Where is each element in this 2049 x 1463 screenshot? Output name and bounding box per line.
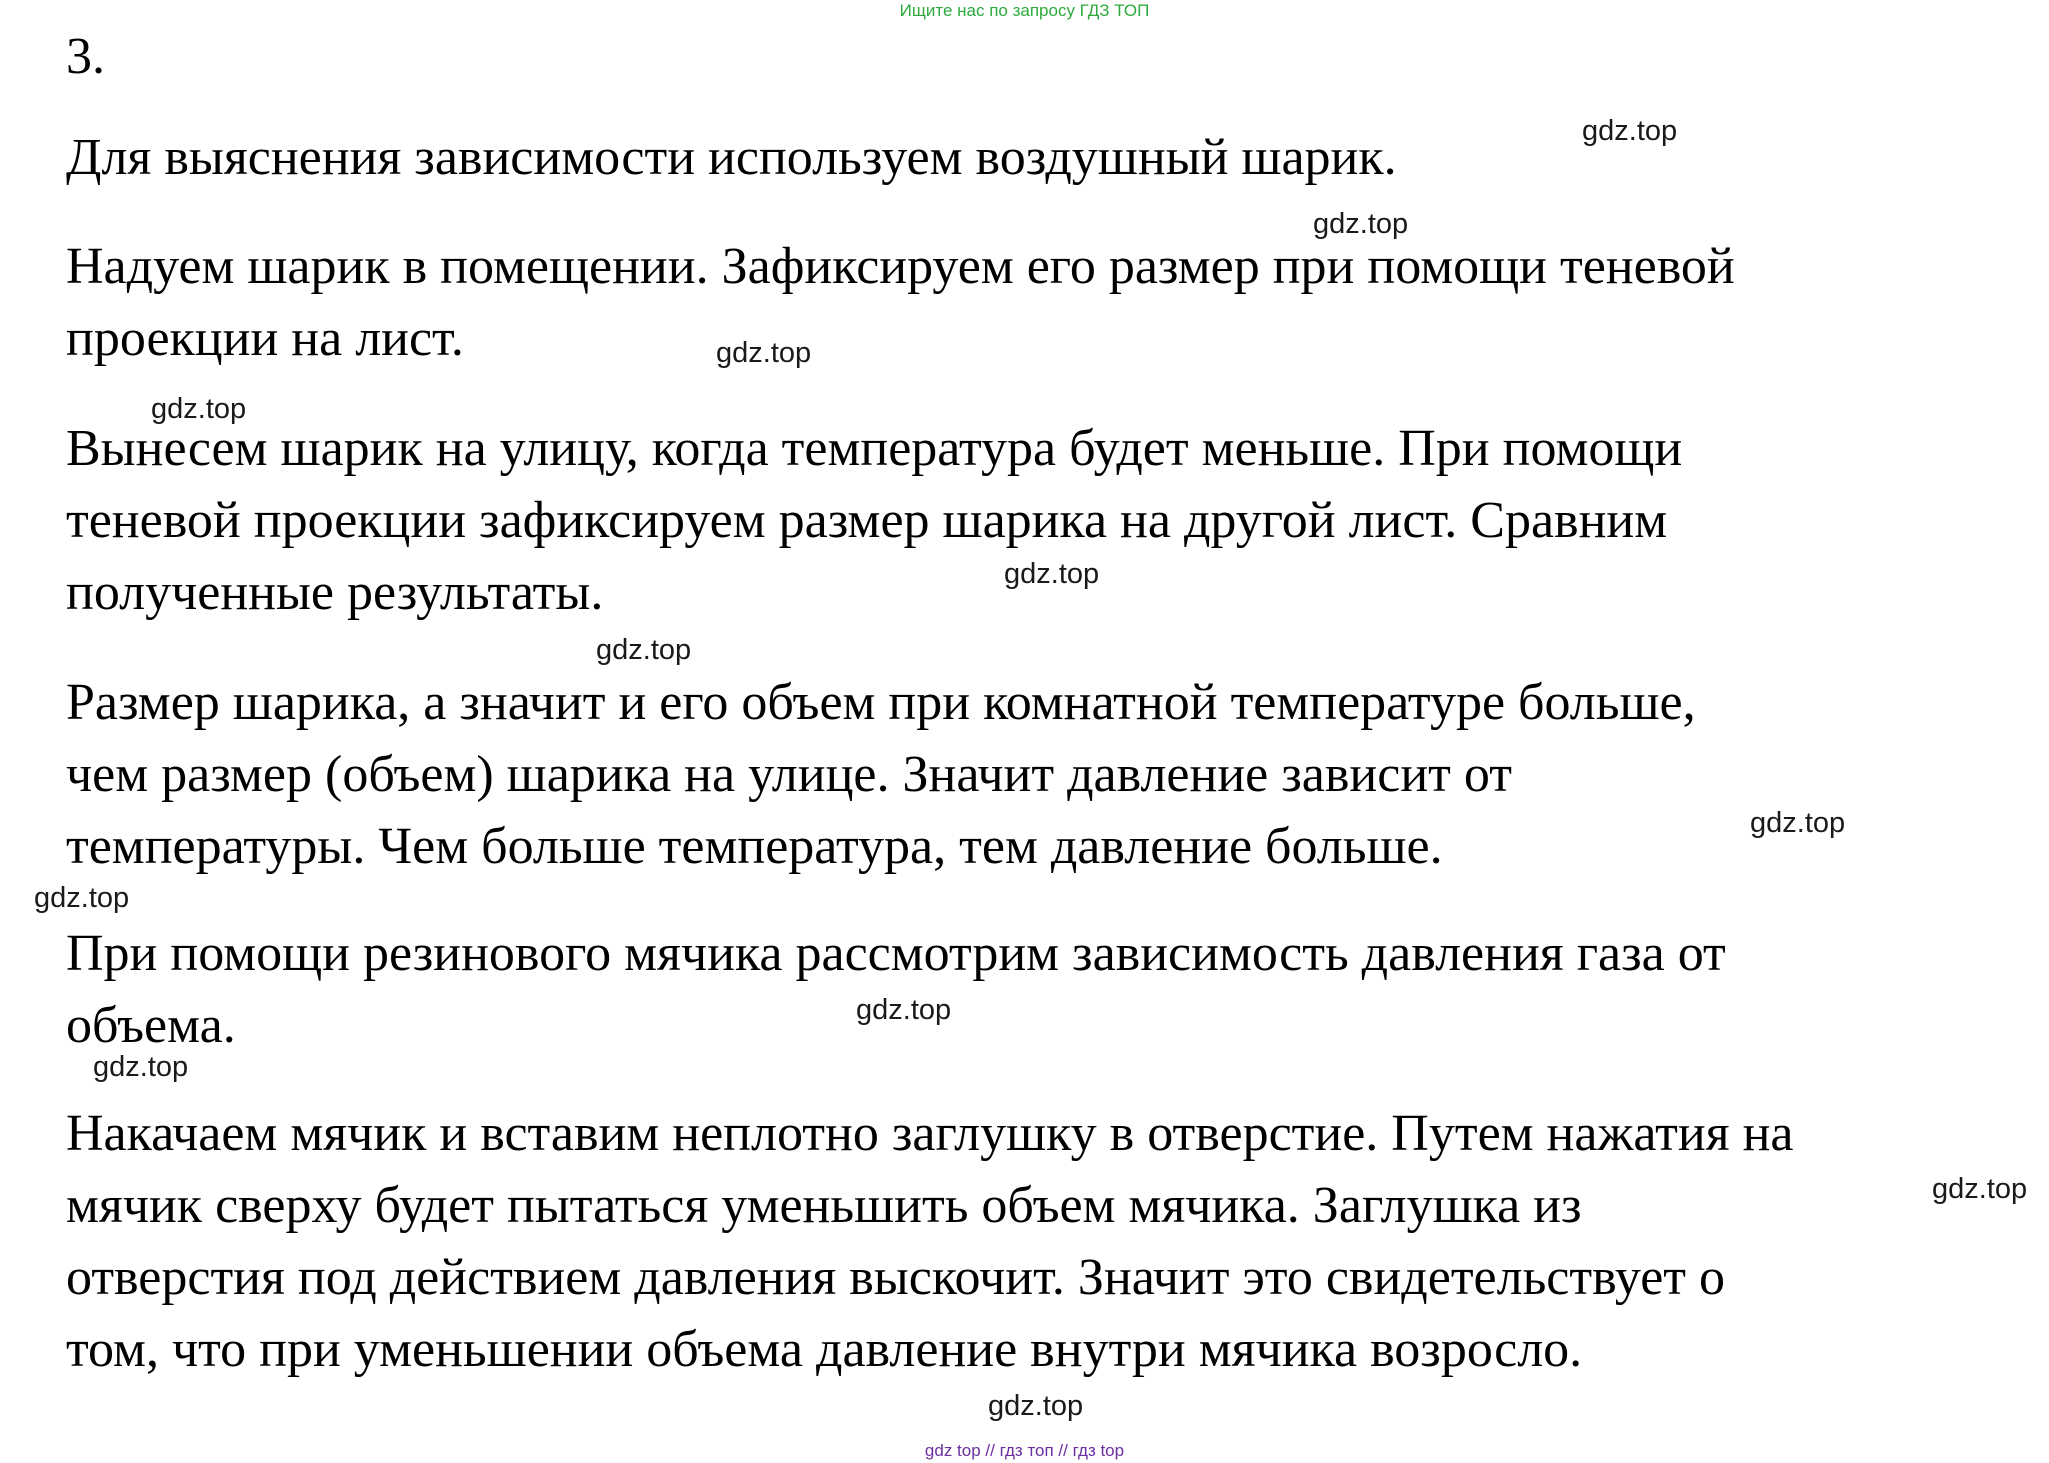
paragraph-2 [66,231,1735,375]
watermark: gdz.top [716,337,812,369]
watermark: gdz.top [1313,208,1409,240]
paragraph-5 [66,918,1726,1062]
paragraph-line: объема. [66,997,236,1054]
paragraph-4 [66,667,1696,883]
watermark: gdz.top [34,882,130,914]
watermark: gdz.top [988,1390,1084,1422]
paragraph-line: Для выяснения зависимости используем воздушный шарик. [66,129,1397,186]
paragraph-line: Размер шарика, а значит и его объем при комнатной температуре больше, [66,674,1696,731]
paragraph-line: полученные результаты. [66,564,604,621]
paragraph-line: температуры. Чем больше температура, тем давление больше. [66,818,1443,875]
watermark: gdz.top [151,393,247,425]
paragraph-1 [66,122,1397,194]
paragraph-line: Вынесем шарик на улицу, когда температура будет меньше. При помощи [66,420,1683,477]
watermark: gdz.top [856,994,952,1026]
paragraph-3 [66,413,1682,629]
paragraph-line: Надуем шарик в помещении. Зафиксируем его размер при помощи теневой [66,238,1735,295]
watermark: gdz.top [596,634,692,666]
paragraph-6 [66,1098,1794,1386]
paragraph-line: отверстия под действием давления выскочит. Значит это свидетельствует о [66,1249,1725,1306]
watermark: gdz.top [1750,807,1846,839]
watermark: gdz.top [1582,115,1678,147]
footer-links[interactable]: gdz top // гдз топ // гдз top [924,1441,1125,1460]
paragraph-line: проекции на лист. [66,310,464,367]
paragraph-line: теневой проекции зафиксируем размер шарика на другой лист. Сравним [66,492,1668,549]
paragraph-line: мячик сверху будет пытаться уменьшить объем мячика. Заглушка из [66,1177,1582,1234]
paragraph-line: При помощи резинового мячика рассмотрим зависимость давления газа от [66,925,1726,982]
task-number: 3. [66,28,105,85]
top-banner[interactable]: Ищите нас по запросу ГДЗ ТОП [899,1,1150,20]
paragraph-line: Накачаем мячик и вставим неплотно заглушку в отверстие. Путем нажатия на [66,1105,1794,1162]
paragraph-line: том, что при уменьшении объема давление внутри мячика возросло. [66,1321,1583,1378]
watermark: gdz.top [1004,558,1100,590]
watermark: gdz.top [93,1051,189,1083]
paragraph-line: чем размер (объем) шарика на улице. Значит давление зависит от [66,746,1512,803]
watermark: gdz.top [1932,1173,2028,1205]
